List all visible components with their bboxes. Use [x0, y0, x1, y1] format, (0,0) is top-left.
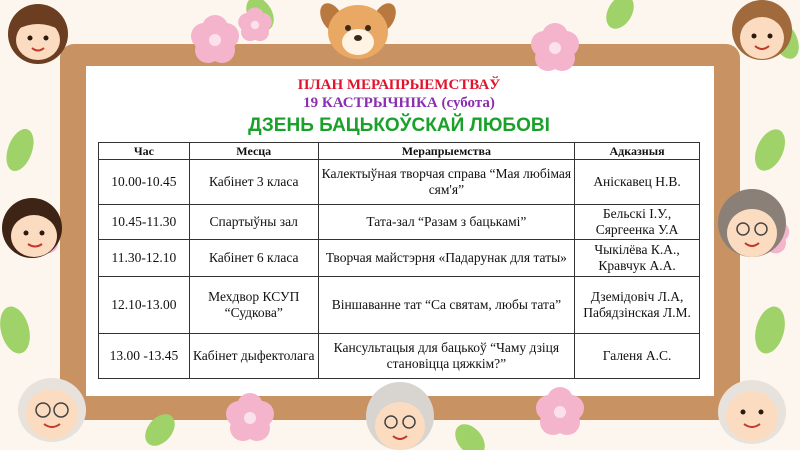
- cell-place: Кабінет 3 класа: [189, 160, 318, 205]
- column-header-responsible: Адказныя: [575, 143, 700, 160]
- cell-time: 10.45-11.30: [99, 205, 190, 240]
- table-row: [99, 240, 700, 277]
- girl-face-icon: [8, 4, 68, 64]
- grandpa-face-icon: [718, 380, 786, 444]
- grandma-face-icon: [732, 0, 792, 60]
- plan-title: ПЛАН МЕРАПРЫЕМСТВАЎ: [297, 77, 501, 93]
- column-header-place: Месца: [189, 143, 318, 160]
- cell-responsible: Бельскі І.У., Сяргеенка У.А: [575, 205, 700, 240]
- poster-heading: [92, 76, 706, 138]
- grandpa-face-icon: [18, 378, 86, 442]
- boy-face-icon: [2, 198, 62, 258]
- cell-event: Віншаванне тат “Са святам, любы тата”: [318, 277, 574, 334]
- date-subtitle: 19 КАСТРЫЧНІКА (субота): [303, 95, 495, 111]
- cell-event: Калектыўная творчая справа “Мая любімая сям'я”: [318, 160, 574, 205]
- cell-responsible: Дземідовіч Л.А, Пабядзінская Л.М.: [575, 277, 700, 334]
- grandma-face-icon: [718, 189, 786, 257]
- cell-time: 13.00 -13.45: [99, 334, 190, 379]
- cell-responsible: Галеня А.С.: [575, 334, 700, 379]
- schedule-table: [98, 142, 700, 379]
- table-header-row: [99, 143, 700, 160]
- column-header-time: Час: [99, 143, 190, 160]
- cell-place: Кабінет 6 класа: [189, 240, 318, 277]
- cell-time: 10.00-10.45: [99, 160, 190, 205]
- cell-place: Спартыўны зал: [189, 205, 318, 240]
- table-row: [99, 277, 700, 334]
- cell-time: 11.30-12.10: [99, 240, 190, 277]
- cell-place: Кабінет дыфектолага: [189, 334, 318, 379]
- cell-responsible: Чыкілёва К.А., Кравчук А.А.: [575, 240, 700, 277]
- grandma-face-icon: [366, 382, 434, 450]
- cell-place: Мехдвор КСУП “Судкова”: [189, 277, 318, 334]
- event-day-title: ДЗЕНЬ БАЦЬКОЎСКАЙ ЛЮБОВІ: [248, 115, 550, 136]
- table-row: [99, 160, 700, 205]
- cell-event: Творчая майстэрня «Падарунак для таты»: [318, 240, 574, 277]
- column-header-event: Мерапрыемства: [318, 143, 574, 160]
- cell-responsible: Аніскавец Н.В.: [575, 160, 700, 205]
- cell-event: Кансультацыя для бацькоў “Чаму дзіця становіцца цяжкім?”: [318, 334, 574, 379]
- table-row: [99, 334, 700, 379]
- table-row: [99, 205, 700, 240]
- cell-time: 12.10-13.00: [99, 277, 190, 334]
- cell-event: Тата-зал “Разам з бацькамі”: [318, 205, 574, 240]
